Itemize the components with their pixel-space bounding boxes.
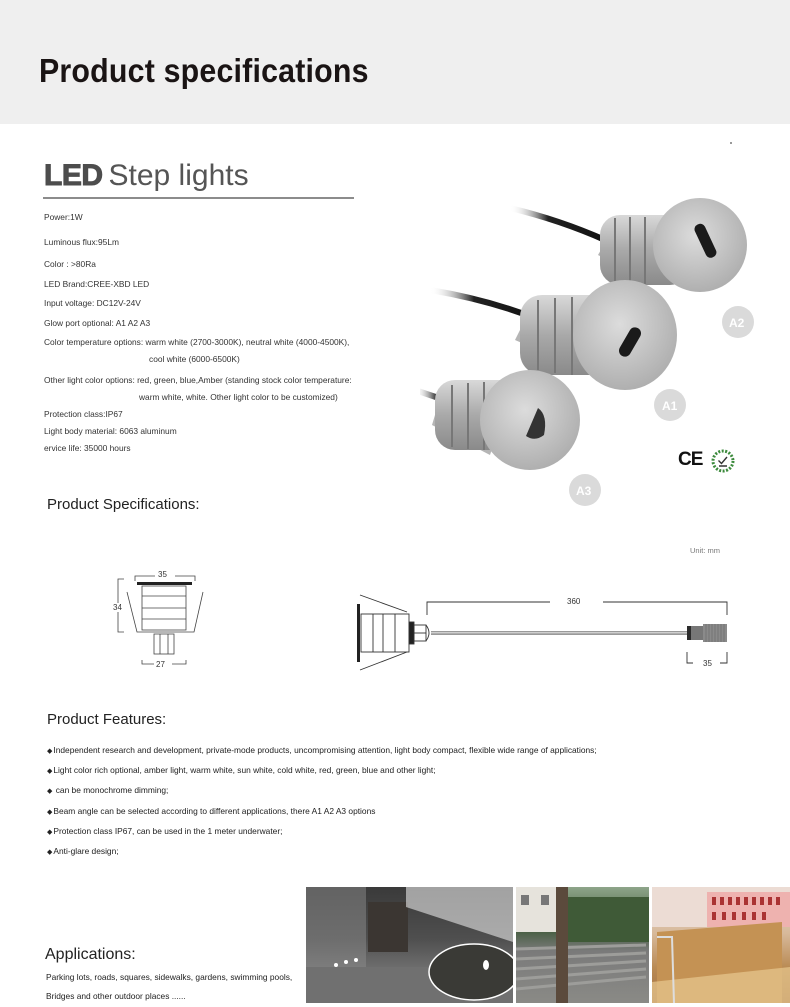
section-heading-specifications: Product Specifications: — [47, 496, 200, 513]
application-photo-corridor — [306, 887, 513, 1003]
page-header — [0, 0, 790, 124]
spec-luminous-flux: Luminous flux:95Lm — [44, 237, 119, 247]
diamond-bullet-icon: ◆ — [47, 829, 53, 836]
spec-other-colors-cont: warm white, white. Other light color to be customized) — [139, 392, 338, 402]
decorative-dot — [730, 142, 732, 144]
diamond-bullet-icon: ◆ — [47, 849, 53, 856]
section-heading-applications: Applications: — [45, 946, 136, 963]
spec-color: Color : >80Ra — [44, 259, 96, 269]
ce-mark-icon: CE — [678, 449, 703, 470]
badge-a2 — [722, 306, 754, 338]
feature-item: ◆Beam angle can be selected according to different applications, there A1 A2 A3 options — [47, 806, 376, 816]
diamond-bullet-icon: ◆ — [47, 788, 53, 795]
spec-input-voltage: Input voltage: DC12V-24V — [44, 298, 141, 308]
side-view-drawing — [345, 590, 745, 672]
spec-color-temperature: Color temperature options: warm white (2700-3000K), neutral white (4000-4500K), — [44, 337, 350, 347]
product-title-light: Step lights — [108, 159, 249, 192]
feature-item: ◆Independent research and development, private-mode products, uncompromising attention, light body compact, flexible wide range of applications; — [47, 745, 597, 755]
diamond-bullet-icon: ◆ — [47, 768, 53, 775]
applications-line-1: Parking lots, roads, squares, sidewalks, gardens, swimming pools, — [46, 972, 293, 982]
diamond-bullet-icon: ◆ — [47, 748, 53, 755]
feature-item: ◆Protection class IP67, can be used in the 1 meter underwater; — [47, 826, 283, 836]
spec-other-colors: Other light color options: red, green, blue,Amber (standing stock color temperature: — [44, 375, 352, 385]
spec-service-life: ervice life: 35000 hours — [44, 443, 131, 453]
section-heading-features: Product Features: — [47, 711, 167, 728]
spec-glow-port: Glow port optional: A1 A2 A3 — [44, 318, 151, 328]
product-title — [44, 158, 249, 194]
step-light-a2 — [598, 198, 747, 292]
step-light-a3 — [432, 370, 580, 470]
dim-cable-length: 360 — [567, 597, 581, 606]
feature-item: ◆Light color rich optional, amber light, warm white, sun white, cold white, red, green, blue and other light; — [47, 765, 436, 775]
spec-protection-class: Protection class:IP67 — [44, 409, 123, 419]
application-photo-bar — [652, 887, 790, 1003]
spec-body-material: Light body material: 6063 aluminum — [44, 426, 177, 436]
page-title: Product specifications — [39, 52, 369, 89]
spec-color-temperature-cont: cool white (6000-6500K) — [149, 354, 240, 364]
dim-front-top-width: 35 — [158, 570, 167, 579]
spec-led-brand: LED Brand:CREE-XBD LED — [44, 279, 150, 289]
svg-text:A1: A1 — [662, 399, 678, 413]
application-photo-stairs — [516, 887, 649, 1003]
diamond-bullet-icon: ◆ — [47, 809, 53, 816]
feature-item: ◆ can be monochrome dimming; — [47, 785, 169, 795]
badge-a3 — [569, 474, 601, 506]
svg-text:A3: A3 — [576, 484, 592, 498]
product-title-bold: LED — [44, 159, 103, 192]
title-divider — [43, 197, 354, 199]
dim-front-height: 34 — [113, 603, 122, 612]
feature-item: ◆Anti-glare design; — [47, 846, 119, 856]
badge-a1 — [654, 389, 686, 421]
applications-line-2: Bridges and other outdoor places ...... — [46, 991, 186, 1001]
spec-power: Power:1W — [44, 212, 83, 222]
certification-wreath-icon — [710, 448, 736, 474]
dim-connector-length: 35 — [703, 659, 712, 668]
svg-text:A2: A2 — [729, 316, 745, 330]
dim-front-bottom-width: 27 — [156, 660, 165, 669]
unit-label: Unit: mm — [690, 546, 720, 555]
